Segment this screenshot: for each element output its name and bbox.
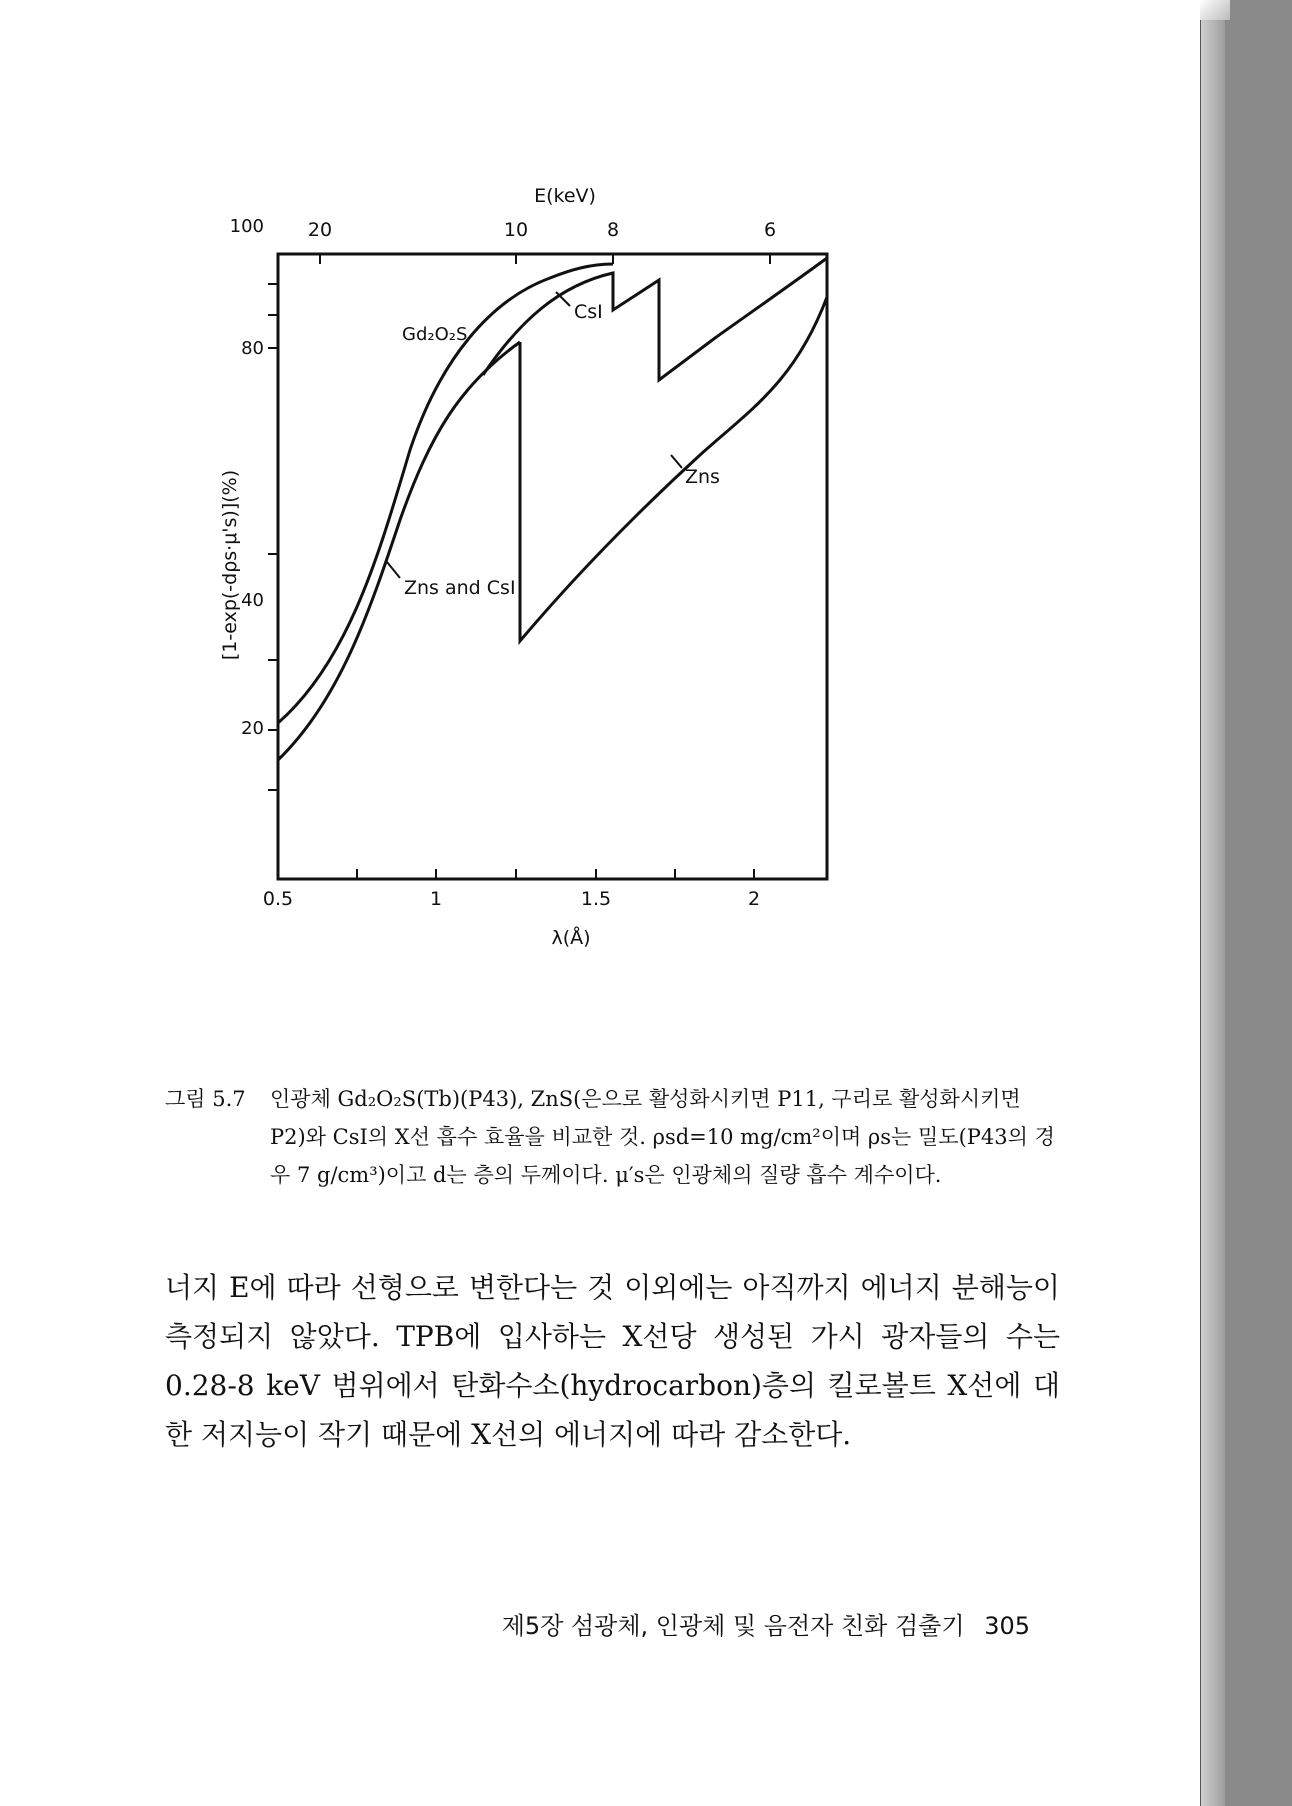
body-paragraph: 너지 E에 따라 선형으로 변한다는 것 이외에는 아직까지 에너지 분해능이 측정되지 않았다. TPB에 입사하는 X선당 생성된 가시 광자들의 수는 0.28-8 keV 범위에서 탄화수소(hydrocarbon)층의 킬로볼트 X선에 대한 저지능이 작기 때문에 X선의 에너지에 따라 감소한다. (165, 1271, 1060, 1451)
x-axis-title: λ(Å) (551, 927, 591, 949)
page-fold (1200, 0, 1230, 20)
y-tick-label: 20 (241, 718, 264, 739)
y-axis-title: [1-exp(-dρs·μ's)](%) (219, 469, 241, 661)
x-tick-label: 0.5 (262, 888, 294, 910)
series-line-zns-and-csi (278, 342, 520, 760)
running-footer (490, 1606, 1030, 1641)
zns-csi-leader (387, 562, 400, 578)
page-number: 305 (984, 1612, 1030, 1640)
body-text (165, 1263, 1060, 1459)
caption-text: 인광체 Gd₂O₂S(Tb)(P43), ZnS(은으로 활성화시키면 P11, 구리로 활성화시키면 P2)와 CsI의 X선 흡수 효율을 비교한 것. ρsd=10 mg/cm²이며 ρs는 밀도(P43의 경우 7 g/cm³)이고 d는 층의 두께이다. μ′s은 인광체의 질량 흡수 계수이다. (270, 1087, 1055, 1187)
top-tick-label: 8 (606, 219, 620, 241)
top-tick-label: 10 (503, 219, 529, 241)
series-line-zns (520, 297, 827, 641)
series-line-csi (483, 258, 827, 380)
y-tick-label: 40 (241, 590, 264, 611)
page-edge (1200, 0, 1225, 1806)
y-tick-label: 80 (241, 338, 264, 359)
caption-label: 그림 5.7 (165, 1087, 246, 1111)
series-label-csi: CsI (574, 301, 603, 323)
series-label-zns: Zns (685, 466, 720, 488)
figure-caption (165, 1080, 1060, 1194)
x-tick-label: 1 (429, 888, 443, 910)
top-tick-label: 6 (763, 219, 777, 241)
x-tick-label: 2 (747, 888, 761, 910)
y-tick-label: 100 (229, 216, 264, 237)
chapter-title: 제5장 섬광체, 인광체 및 음전자 친화 검출기 (501, 1612, 965, 1640)
top-axis-title: E(keV) (534, 185, 596, 207)
zns-leader (671, 455, 682, 468)
top-tick-label: 20 (307, 219, 333, 241)
series-label-zns-and-csi: Zns and CsI (404, 577, 516, 599)
plot-frame (278, 254, 827, 879)
x-tick-label: 1.5 (580, 888, 612, 910)
series-label-gd2o2s: Gd₂O₂S (402, 324, 468, 345)
absorption-efficiency-chart (219, 170, 1010, 1070)
